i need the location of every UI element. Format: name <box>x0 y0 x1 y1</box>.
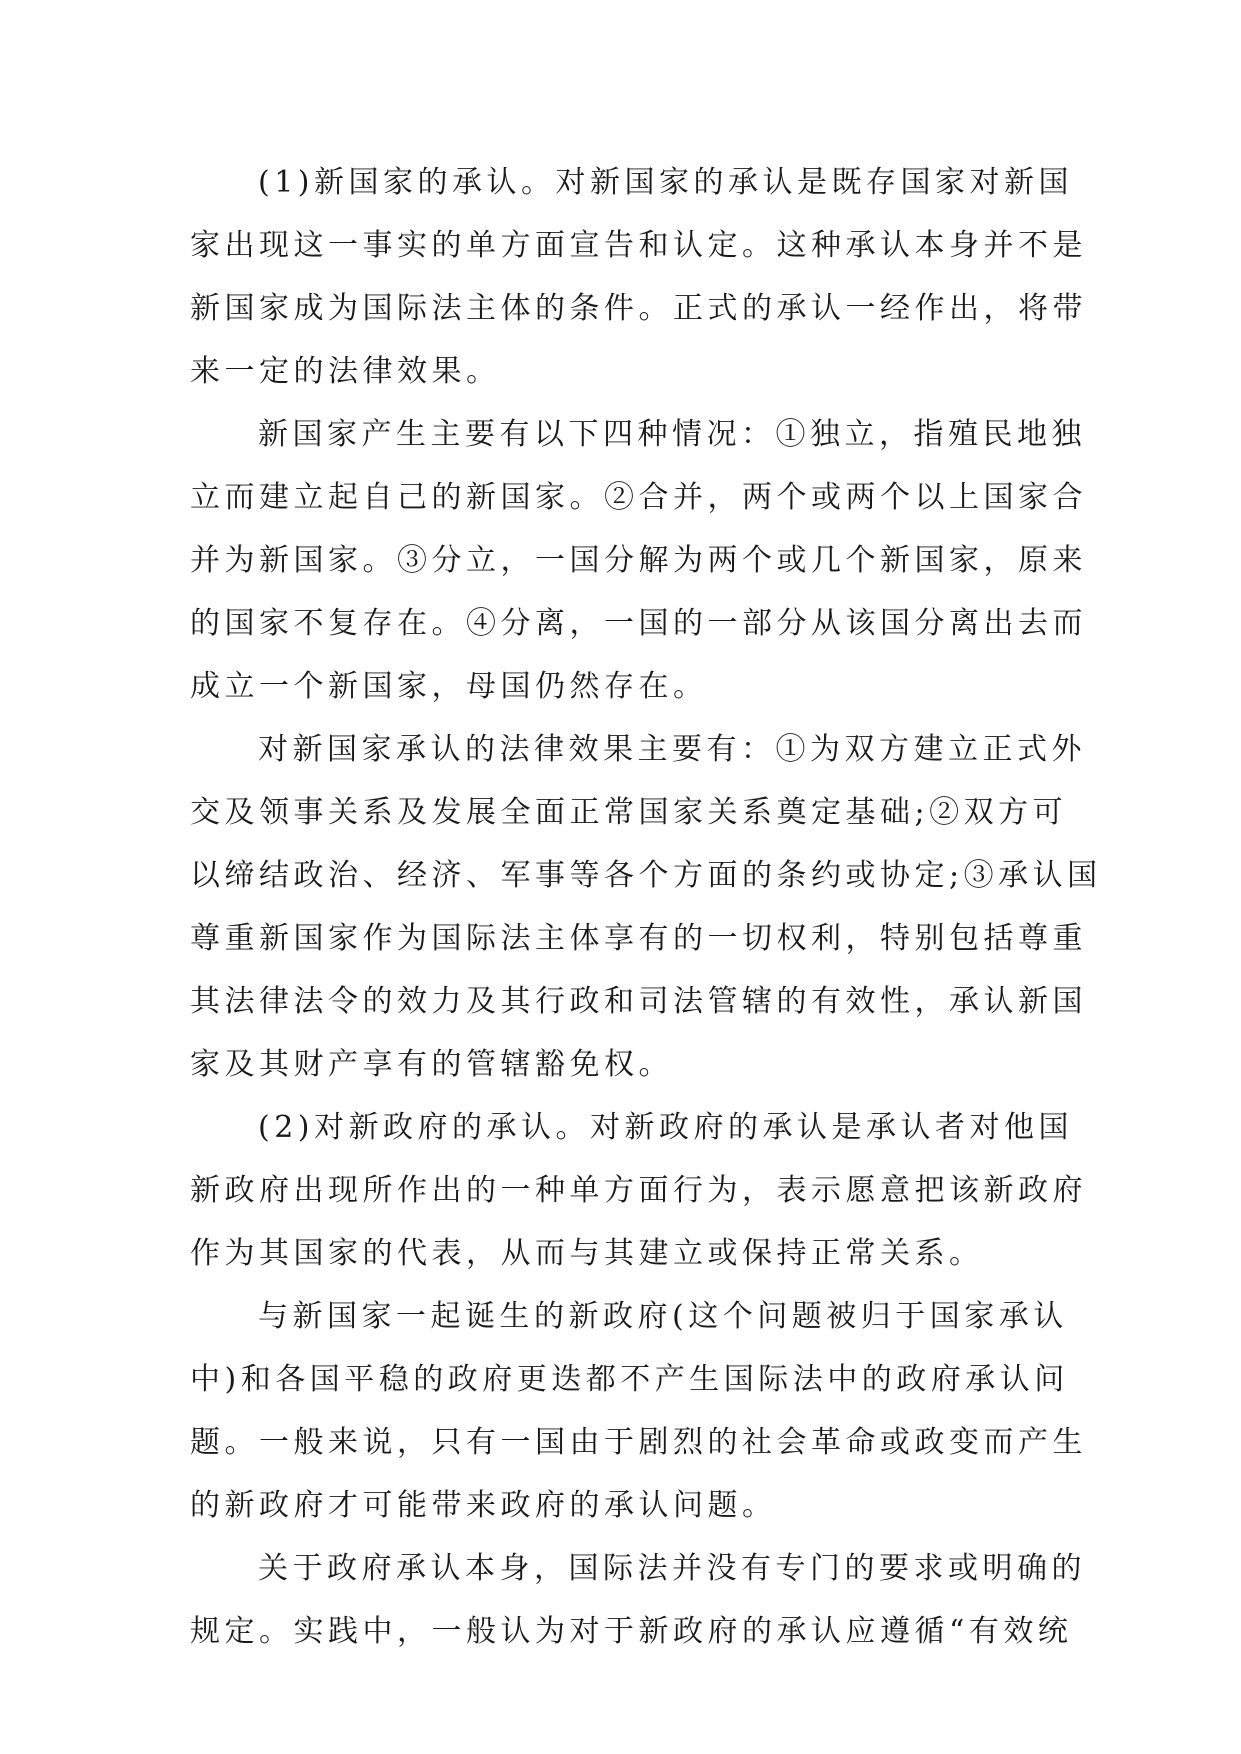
text-line: 规定。实践中，一般认为对于新政府的承认应遵循“有效统 <box>190 1614 1073 1649</box>
paragraph-government-recognition-practice <box>190 1546 1086 1655</box>
text-line: 的新政府才可能带来政府的承认问题。 <box>190 1488 777 1523</box>
paragraph-legal-effects <box>190 727 1102 1088</box>
text-line: 成立一个新国家，母国仍然存在。 <box>190 669 708 704</box>
paragraph-new-state-cases <box>190 412 1087 710</box>
text-line: 新政府出现所作出的一种单方面行为，表示愿意把该新政府 <box>190 1173 1087 1208</box>
text-line: 交及领事关系及发展全面正常国家关系奠定基础;②双方可 <box>190 795 1068 830</box>
paragraph-government-change <box>190 1294 1087 1529</box>
text-line: 并为新国家。③分立，一国分解为两个或几个新国家，原来 <box>190 543 1087 578</box>
text-line: 来一定的法律效果。 <box>190 354 501 389</box>
text-line: 尊重新国家作为国际法主体享有的一切权利，特别包括尊重 <box>190 921 1087 956</box>
text-line: 以缔结政治、经济、军事等各个方面的条约或协定;③承认国 <box>190 858 1102 893</box>
text-line: 家及其财产享有的管辖豁免权。 <box>190 1047 673 1082</box>
text-line: 立而建立起自己的新国家。②合并，两个或两个以上国家合 <box>190 480 1087 515</box>
text-line: 关于政府承认本身，国际法并没有专门的要求或明确的 <box>258 1551 1086 1586</box>
text-line: 新国家产生主要有以下四种情况：①独立，指殖民地独 <box>258 417 1086 452</box>
text-line: 其法律法令的效力及其行政和司法管辖的有效性，承认新国 <box>190 984 1087 1019</box>
text-line: (2)对新政府的承认。对新政府的承认是承认者对他国 <box>258 1110 1073 1145</box>
text-line: 新国家成为国际法主体的条件。正式的承认一经作出，将带 <box>190 291 1087 326</box>
text-line: 作为其国家的代表，从而与其建立或保持正常关系。 <box>190 1236 984 1271</box>
text-line: 中)和各国平稳的政府更迭都不产生国际法中的政府承认问 <box>190 1362 1069 1397</box>
text-line: 的国家不复存在。④分离，一国的一部分从该国分离出去而 <box>190 606 1087 641</box>
text-line: 家出现这一事实的单方面宣告和认定。这种承认本身并不是 <box>190 228 1087 263</box>
text-line: 对新国家承认的法律效果主要有：①为双方建立正式外 <box>258 732 1086 767</box>
paragraph-new-state-recognition <box>190 160 1087 395</box>
document-page <box>190 160 1102 1672</box>
paragraph-new-government-recognition <box>190 1105 1087 1277</box>
text-line: 与新国家一起诞生的新政府(这个问题被归于国家承认 <box>258 1299 1068 1334</box>
text-line: 题。一般来说，只有一国由于剧烈的社会革命或政变而产生 <box>190 1425 1087 1460</box>
text-line: (1)新国家的承认。对新国家的承认是既存国家对新国 <box>258 165 1073 200</box>
